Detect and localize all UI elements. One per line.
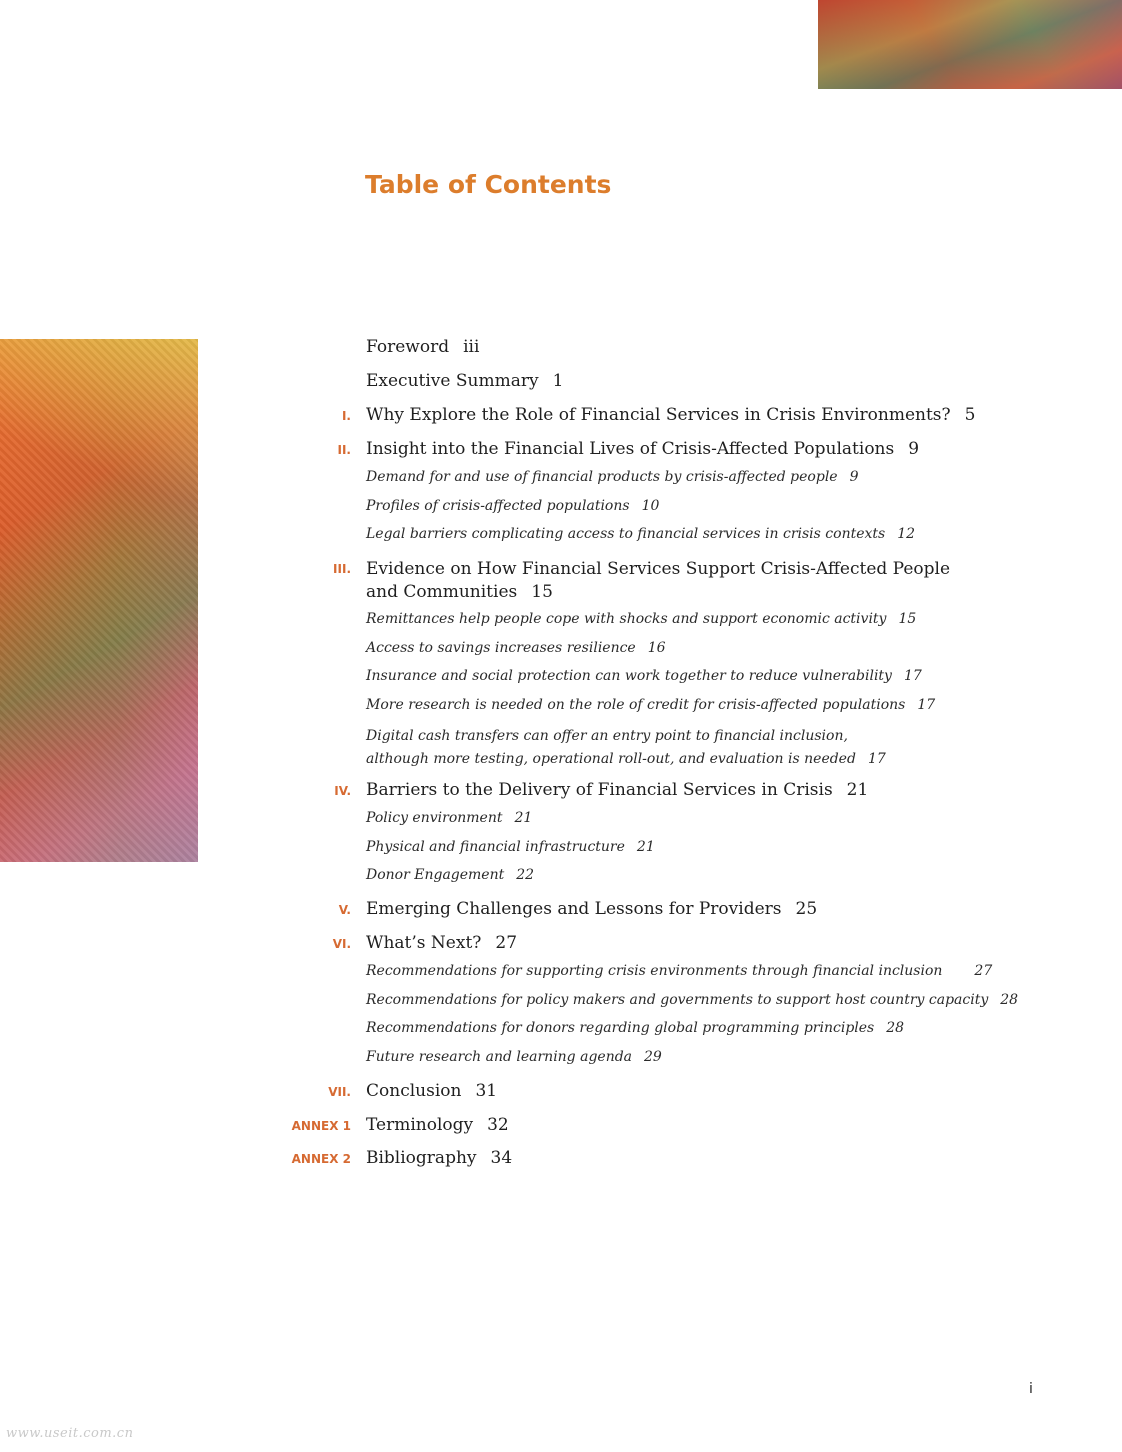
toc-page-number: 21: [514, 810, 533, 826]
toc-subentry[interactable]: [366, 1020, 904, 1036]
toc-subentry[interactable]: [366, 963, 992, 979]
toc-subentry[interactable]: [366, 867, 534, 883]
toc-page-number: 28: [886, 1020, 905, 1036]
toc-entry-annex-2[interactable]: [366, 1148, 512, 1168]
toc-page-number: 5: [964, 405, 976, 425]
decorative-artwork-left: [0, 339, 198, 862]
toc-entry-title: Legal barriers complicating access to financial services in crisis contexts: [366, 526, 886, 542]
page-number: i: [1029, 1381, 1033, 1397]
section-number: I.: [341, 409, 351, 423]
toc-page-number: 21: [846, 780, 869, 800]
toc-entry-title: Profiles of crisis-affected populations: [366, 498, 630, 514]
toc-entry-section-7[interactable]: [366, 1081, 497, 1101]
toc-entry-title: Bibliography: [366, 1148, 477, 1168]
toc-page-number: 21: [636, 839, 655, 855]
toc-entry-section-2[interactable]: [366, 439, 919, 459]
toc-page-number: 9: [849, 469, 859, 485]
toc-entry-section-3[interactable]: [366, 558, 950, 604]
toc-subentry[interactable]: [366, 839, 655, 855]
toc-entry-title: Recommendations for policy makers and governments to support host country capacity: [366, 992, 989, 1008]
section-number: II.: [337, 443, 351, 457]
toc-entry-foreword[interactable]: [366, 337, 479, 357]
toc-entry-title: Physical and financial infrastructure: [366, 839, 625, 855]
toc-page-number: 27: [974, 963, 993, 979]
toc-page-number: 10: [641, 498, 660, 514]
toc-entry-title: Barriers to the Delivery of Financial Services in Crisis: [366, 780, 833, 800]
toc-entry-title: Recommendations for donors regarding global programming principles: [366, 1020, 875, 1036]
toc-page-number: 31: [475, 1081, 498, 1101]
toc-page-number: 34: [490, 1148, 513, 1168]
decorative-artwork-top: [818, 0, 1122, 89]
toc-entry-title: Policy environment: [366, 810, 503, 826]
watermark: www.useit.com.cn: [6, 1426, 134, 1441]
toc-entry-title: Emerging Challenges and Lessons for Providers: [366, 899, 782, 919]
toc-subentry[interactable]: [366, 1049, 662, 1065]
toc-entry-title: Remittances help people cope with shocks and support economic activity: [366, 611, 887, 627]
annex-number: ANNEX 1: [291, 1119, 351, 1133]
toc-entry-title: Insight into the Financial Lives of Crisis-Affected Populations: [366, 439, 895, 459]
toc-page-number: 16: [647, 640, 666, 656]
toc-entry-title: Future research and learning agenda: [366, 1049, 633, 1065]
toc-entry-title-line-2: although more testing, operational roll-out, and evaluation is needed: [366, 751, 856, 767]
toc-entry-title: Donor Engagement: [366, 867, 505, 883]
section-number: V.: [338, 903, 351, 917]
toc-entry-title: What’s Next?: [366, 933, 482, 953]
toc-entry-section-4[interactable]: [366, 780, 868, 800]
toc-page-number: 12: [897, 526, 916, 542]
toc-page-number: 15: [898, 611, 917, 627]
toc-page-number: iii: [463, 337, 480, 357]
toc-entry-title-line-1: Digital cash transfers can offer an entry point to financial inclusion,: [366, 728, 848, 744]
toc-page-number: 32: [487, 1115, 509, 1135]
toc-entry-title: Demand for and use of financial products by crisis-affected people: [366, 469, 838, 485]
toc-entry-title: Foreword: [366, 337, 450, 357]
section-number: VI.: [332, 937, 351, 951]
toc-entry-title: Recommendations for supporting crisis environments through financial inclusion: [366, 963, 943, 979]
toc-page-number: 29: [644, 1049, 662, 1065]
toc-entry-section-1[interactable]: [366, 405, 975, 425]
toc-subentry[interactable]: [366, 526, 915, 542]
toc-entry-title: Access to savings increases resilience: [366, 640, 636, 656]
toc-page-number: 27: [495, 933, 518, 953]
toc-entry-title: Executive Summary: [366, 371, 539, 391]
toc-page-number: 25: [795, 899, 818, 919]
toc-entry-title: More research is needed on the role of credit for crisis-affected populations: [366, 697, 906, 713]
toc-page-number: 15: [531, 582, 553, 602]
toc-subentry[interactable]: [366, 697, 935, 713]
annex-number: ANNEX 2: [291, 1152, 351, 1166]
page-title: Table of Contents: [365, 170, 612, 199]
toc-page-number: 22: [516, 867, 535, 883]
toc-subentry[interactable]: [366, 611, 916, 627]
toc-entry-title-line-1: Evidence on How Financial Services Support Crisis-Affected People: [366, 559, 951, 579]
toc-entry-section-5[interactable]: [366, 899, 817, 919]
toc-page-number: 28: [1000, 992, 1019, 1008]
section-number: VII.: [328, 1085, 351, 1099]
toc-entry-title: Insurance and social protection can work together to reduce vulnerability: [366, 668, 892, 684]
toc-page-number: 17: [903, 668, 922, 684]
toc-page-number: 17: [867, 751, 886, 767]
toc-entry-annex-1[interactable]: [366, 1115, 509, 1135]
toc-subentry[interactable]: [366, 810, 532, 826]
toc-subentry[interactable]: [366, 725, 886, 771]
toc-entry-executive-summary[interactable]: [366, 371, 563, 391]
toc-subentry[interactable]: [366, 640, 666, 656]
section-number: IV.: [334, 784, 351, 798]
toc-page-number: 1: [552, 371, 564, 391]
toc-subentry[interactable]: [366, 668, 922, 684]
toc-entry-title: Why Explore the Role of Financial Services in Crisis Environments?: [366, 405, 951, 425]
section-number: III.: [333, 562, 351, 576]
toc-entry-title: Terminology: [366, 1115, 474, 1135]
toc-subentry[interactable]: [366, 469, 859, 485]
toc-subentry[interactable]: [366, 992, 1018, 1008]
toc-entry-title: Conclusion: [366, 1081, 462, 1101]
toc-subentry[interactable]: [366, 498, 659, 514]
toc-page-number: 9: [908, 439, 920, 459]
toc-entry-title-line-2: and Communities: [366, 582, 518, 602]
toc-page-number: 17: [917, 697, 936, 713]
toc-entry-section-6[interactable]: [366, 933, 517, 953]
